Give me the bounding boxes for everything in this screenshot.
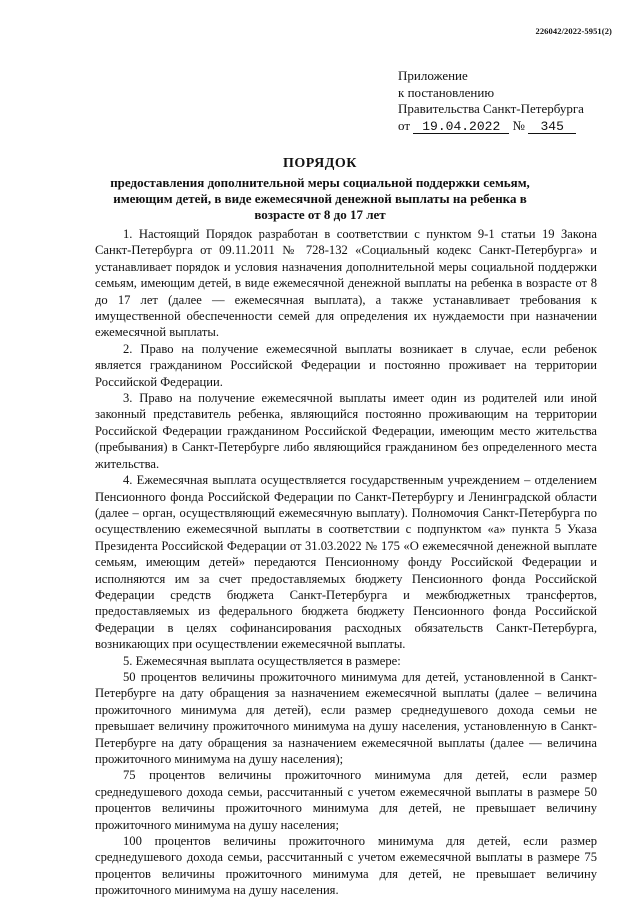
appendix-date-line (398, 118, 584, 135)
paragraph-5: 5. Ежемесячная выплата осуществляется в размере: (123, 653, 401, 668)
title-subtitle: предоставления дополнительной меры социальной поддержки семьям, имеющим детей, в виде ежемесячной денежной выплаты на ребенка в возрасте от 8 до 17 лет (110, 175, 530, 222)
paragraph-3: 3. Право на получение ежемесячной выплаты имеет один из родителей или иной законный представитель ребенка, являющийся постоянно проживающим на территории Российской Федерации гражданином Российской Федерации, имеющим место жительства (пребывания) в Санкт-Петербурге либо являющийся гражданином без определенного места жительства. (95, 391, 597, 471)
decree-date: 19.04.2022 (413, 120, 509, 134)
date-prefix: от (398, 117, 411, 133)
document-number: 226042/2022-5951(2) (535, 26, 612, 36)
appendix-line-1: Приложение (398, 68, 468, 83)
title-main: ПОРЯДОК (283, 156, 357, 171)
decree-number: 345 (528, 120, 576, 134)
document-body (95, 226, 597, 899)
document-title (90, 156, 550, 223)
appendix-line-3: Правительства Санкт-Петербурга (398, 101, 584, 116)
paragraph-5-item-1: 50 процентов величины прожиточного минимума для детей, установленной в Санкт-Петербурге на дату обращения за назначением ежемесячной выплаты (далее – величина прожиточного минимума для детей), если размер среднедушевого дохода семьи не превышает величину прожиточного минимума на душу населения, установленную в Санкт-Петербурге на дату обращения за назначением ежемесячной выплаты (далее — величина прожиточного минимума на душу населения); (95, 669, 597, 766)
appendix-line-2: к постановлению (398, 84, 495, 100)
paragraph-5-item-3: 100 процентов величины прожиточного минимума для детей, если размер среднедушевого дохода семьи, рассчитанный с учетом ежемесячной выплаты в размере 75 процентов величины прожиточного минимума для детей, не превышает величину прожиточного минимума на душу населения. (95, 834, 597, 898)
number-prefix: № (512, 117, 525, 133)
paragraph-2: 2. Право на получение ежемесячной выплаты возникает в случае, если ребенок является гражданином Российской Федерации и постоянно проживает на территории Российской Федерации. (95, 341, 597, 389)
appendix-block (398, 68, 584, 134)
paragraph-4: 4. Ежемесячная выплата осуществляется государственным учреждением – отделением Пенсионного фонда Российской Федерации по Санкт-Петербургу и Ленинградской области (далее – орган, осуществляющий ежемесячную выплату). Полномочия Санкт-Петербурга по осуществлению ежемесячной выплаты в соответствии с подпунктом «а» пункта 5 Указа Президента Российской Федерации от 31.03.2022 № 175 «О ежемесячной денежной выплате семьям, имеющим детей» передаются Пенсионному фонду Российской Федерации и исполняются им за счет предоставляемых бюджету Пенсионного фонда Российской Федерации средств бюджета Санкт-Петербурга и межбюджетных трансфертов, предоставляемых из федерального бюджета бюджету Пенсионного фонда Российской Федерации в целях софинансирования расходных обязательств Санкт-Петербурга, возникающих при осуществлении ежемесячной выплаты. (95, 473, 597, 652)
paragraph-1: 1. Настоящий Порядок разработан в соответствии с пунктом 9-1 статьи 19 Закона Санкт-Петербурга от 09.11.2011 № 728-132 «Социальный кодекс Санкт-Петербурга» и устанавливает порядок и условия назначения дополнительной меры социальной поддержки семьям, имеющим детей, в виде ежемесячной денежной выплаты на ребенка в возрасте от 8 до 17 лет (далее — ежемесячная выплата), а также устанавливает требования к имущественной обеспеченности семей для определения их нуждаемости при назначении ежемесячной выплаты. (95, 227, 597, 340)
paragraph-5-item-2: 75 процентов величины прожиточного минимума для детей, если размер среднедушевого дохода семьи, рассчитанный с учетом ежемесячной выплаты в размере 50 процентов величины прожиточного минимума для детей, не превышает величину прожиточного минимума на душу населения; (95, 768, 597, 832)
